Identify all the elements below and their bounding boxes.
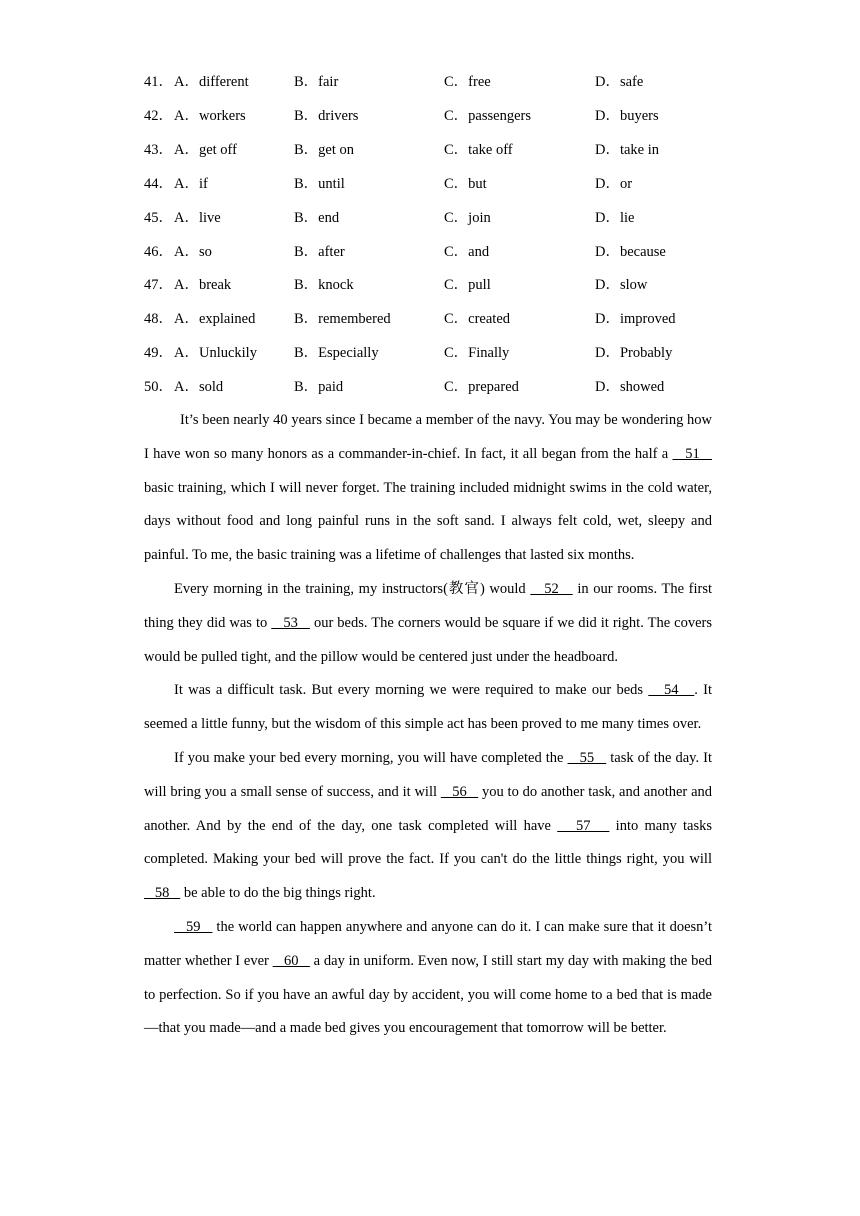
option-d: D．buyers (595, 107, 659, 124)
option-d: D．lie (595, 209, 635, 226)
blank-60: 60 (272, 952, 310, 969)
option-b: B．until (294, 175, 345, 192)
question-number: 41． (144, 74, 173, 90)
option-c: C．take off (444, 141, 513, 158)
option-a: A．sold (174, 379, 224, 396)
passage-text: in our rooms. The first thing they did was to (144, 580, 712, 631)
passage-text: task of the day. It will bring you a small sense of success, and it will (144, 749, 712, 800)
option-d: D．safe (595, 74, 644, 90)
option-c: C．and (444, 243, 490, 260)
passage-text: Every morning in the training, my instructors(教官) would (174, 580, 531, 597)
question-number: 48． (144, 311, 173, 328)
passage-text: If you make your bed every morning, you will have completed the (174, 749, 568, 766)
passage-text: our beds. The corners would be square if we did it right. The covers would be pulled tight, and the pillow would be centered just under the headboard. (144, 614, 713, 665)
option-d: D．improved (595, 311, 676, 328)
passage-text: It’s been nearly 40 years since I became a member of the navy. You may be wondering how I have won so many honors as a commander-in-chief. In fact, it all began from the half a (144, 412, 712, 462)
blank-54: 54 (648, 682, 695, 699)
question-number: 47． (144, 277, 173, 294)
blank-59: 59 (174, 918, 213, 935)
passage-text: be able to do the big things right. (180, 885, 376, 902)
option-d: D．or (595, 175, 633, 192)
question-row (0, 173, 860, 195)
passage-text: It was a difficult task. But every morning we were required to make our beds (174, 682, 649, 699)
option-a: A．break (174, 277, 232, 294)
option-a: A．explained (174, 311, 256, 328)
passage-text: a day in uniform. Even now, I still start my day with making the bed to perfection. So if you have an awful day by accident, you will come home to a bed that is made—that you made—and a made bed gives you encouragement that tomorrow will be better. (144, 952, 713, 1037)
question-row (0, 139, 860, 161)
option-b: B．paid (294, 379, 344, 396)
passage-text: . It seemed a little funny, but the wisdom of this simple act has been proved to me many times over. (144, 682, 713, 733)
question-row (0, 376, 860, 398)
blank-51: 51 (672, 445, 712, 462)
option-c: C．Finally (444, 345, 510, 362)
blank-52: 52 (530, 580, 573, 597)
question-row (0, 308, 860, 330)
question-row (0, 71, 860, 93)
option-b: B．after (294, 243, 345, 260)
paragraph-3 (144, 674, 712, 742)
option-b: B．get on (294, 141, 355, 158)
question-row (0, 105, 860, 127)
question-number: 50． (144, 379, 173, 396)
question-number: 43． (144, 141, 173, 158)
paragraph-2 (144, 573, 712, 674)
option-c: C．pull (444, 277, 491, 294)
question-row (0, 241, 860, 263)
question-number: 42． (144, 107, 173, 124)
paragraph-5 (144, 911, 712, 1046)
blank-53: 53 (271, 614, 310, 631)
option-b: B．fair (294, 74, 339, 90)
option-c: C．free (444, 74, 491, 90)
passage-text: you to do another task, and another and another. And by the end of the day, one task completed will have (144, 783, 713, 834)
option-a: A．if (174, 175, 208, 192)
blank-56: 56 (440, 783, 479, 800)
option-c: C．passengers (444, 107, 531, 124)
question-row (0, 342, 860, 364)
passage-text: into many tasks completed. Making your bed will prove the fact. If you can't do the little things right, you will (144, 817, 712, 868)
option-a: A．different (174, 74, 249, 90)
question-number: 49． (144, 345, 173, 362)
blank-55: 55 (567, 749, 607, 766)
option-a: A．live (174, 209, 221, 226)
option-d: D．because (595, 243, 666, 260)
paragraph-1 (144, 404, 712, 573)
option-a: A．get off (174, 141, 237, 158)
option-b: B．end (294, 209, 340, 226)
option-d: D．slow (595, 277, 648, 294)
option-c: C．but (444, 175, 487, 192)
option-c: C．join (444, 209, 491, 226)
option-c: C．prepared (444, 379, 519, 396)
option-b: B．Especially (294, 345, 379, 362)
option-d: D．showed (595, 379, 665, 396)
reading-passage (144, 404, 712, 1046)
option-b: B．remembered (294, 311, 391, 328)
question-row (0, 274, 860, 296)
question-number: 44． (144, 175, 173, 192)
blank-58: 58 (144, 885, 181, 902)
question-row (0, 207, 860, 229)
option-d: D．take in (595, 141, 660, 158)
option-a: A．Unluckily (174, 345, 257, 362)
option-d: D．Probably (595, 345, 673, 362)
question-number: 45． (144, 209, 173, 226)
option-a: A．workers (174, 107, 246, 124)
question-number: 46． (144, 243, 173, 260)
option-a: A．so (174, 243, 212, 260)
passage-text: basic training, which I will never forget. The training included midnight swims in the cold water, days without food and long painful runs in the soft sand. I always felt cold, wet, sleepy and painful. To me, the basic training was a lifetime of challenges that lasted six months. (144, 479, 712, 564)
option-b: B．drivers (294, 107, 359, 124)
option-c: C．created (444, 311, 511, 328)
paragraph-4 (144, 742, 712, 911)
option-b: B．knock (294, 277, 354, 294)
passage-text: the world can happen anywhere and anyone can do it. I can make sure that it doesn’t matter whether I ever (144, 918, 712, 969)
blank-57: 57 (557, 817, 610, 834)
